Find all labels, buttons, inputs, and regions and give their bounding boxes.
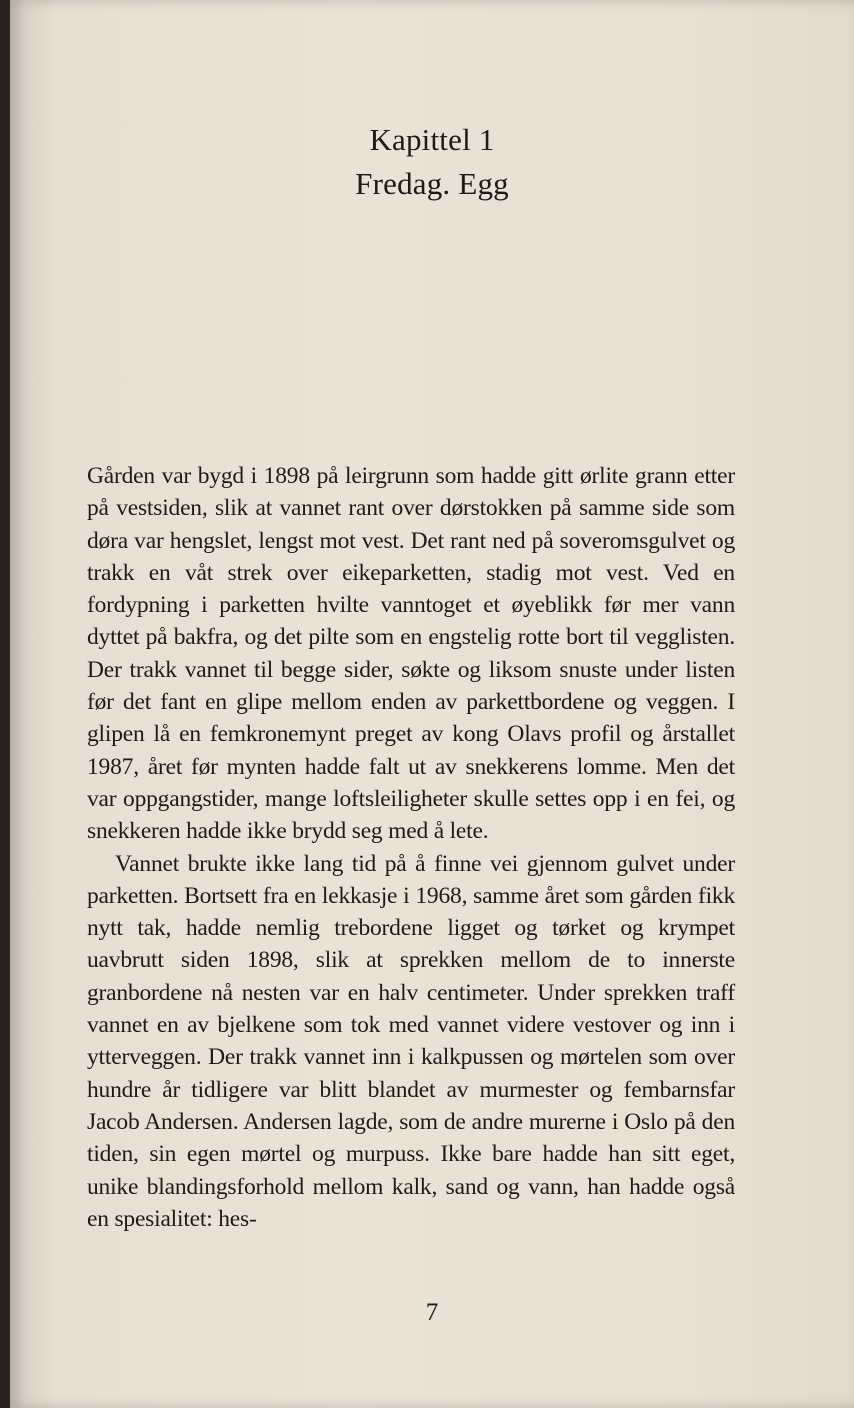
paragraph: Gården var bygd i 1898 på leirgrunn som hadde gitt ørlite grann etter på vestsiden, slik at vannet rant over dørstokken på samme side som døra var hengslet, lengst mot vest. Det rant ned på soveromsgulvet og trakk en våt strek over eikeparketten, stadig mot vest. Ved en fordypning i parketten hvilte vanntoget et øyeblikk før mer vann dyttet på bakfra, og det pilte som en engstelig rotte bort til vegglisten. Der trakk vannet til begge sider, søkte og liksom snuste under listen før det fant en glipe mellom enden av parkettbordene og veggen. I glipen lå en femkronemynt preget av kong Olavs profil og årstallet 1987, året før mynten hadde falt ut av snekkerens lomme. Men det var oppgangstider, mange loftsleiligheter skulle settes opp i en fei, og snekkeren hadde ikke brydd seg med å lete. xyxy=(87,463,735,845)
chapter-title: Fredag. Egg xyxy=(355,166,509,201)
body-text xyxy=(87,460,735,1235)
book-page xyxy=(10,0,854,1408)
page-number: 7 xyxy=(425,1299,439,1326)
paragraph: Vannet brukte ikke lang tid på å finne vei gjennom gulvet under parketten. Bortsett fra en lekkasje i 1968, samme året som gården fikk nytt tak, hadde nemlig trebordene ligget og tørket og krympet uavbrutt siden 1898, slik at sprekken mellom de to innerste granbordene nå nesten var en halv centimeter. Under sprekken traff vannet en av bjelkene som tok med vannet videre vestover og inn i ytterveggen. Der trakk vannet inn i kalkpussen og mørtelen som over hundre år tidligere var blitt blandet av murmester og fembarnsfar Jacob Andersen. Andersen lagde, som de andre murerne i Oslo på den tiden, sin egen mørtel og murpuss. Ikke bare hadde han sitt eget, unike blandingsforhold mellom kalk, sand og vann, han hadde også en spesialitet: hes- xyxy=(87,850,735,1232)
chapter-heading xyxy=(10,118,854,206)
chapter-number: Kapittel 1 xyxy=(369,122,495,157)
